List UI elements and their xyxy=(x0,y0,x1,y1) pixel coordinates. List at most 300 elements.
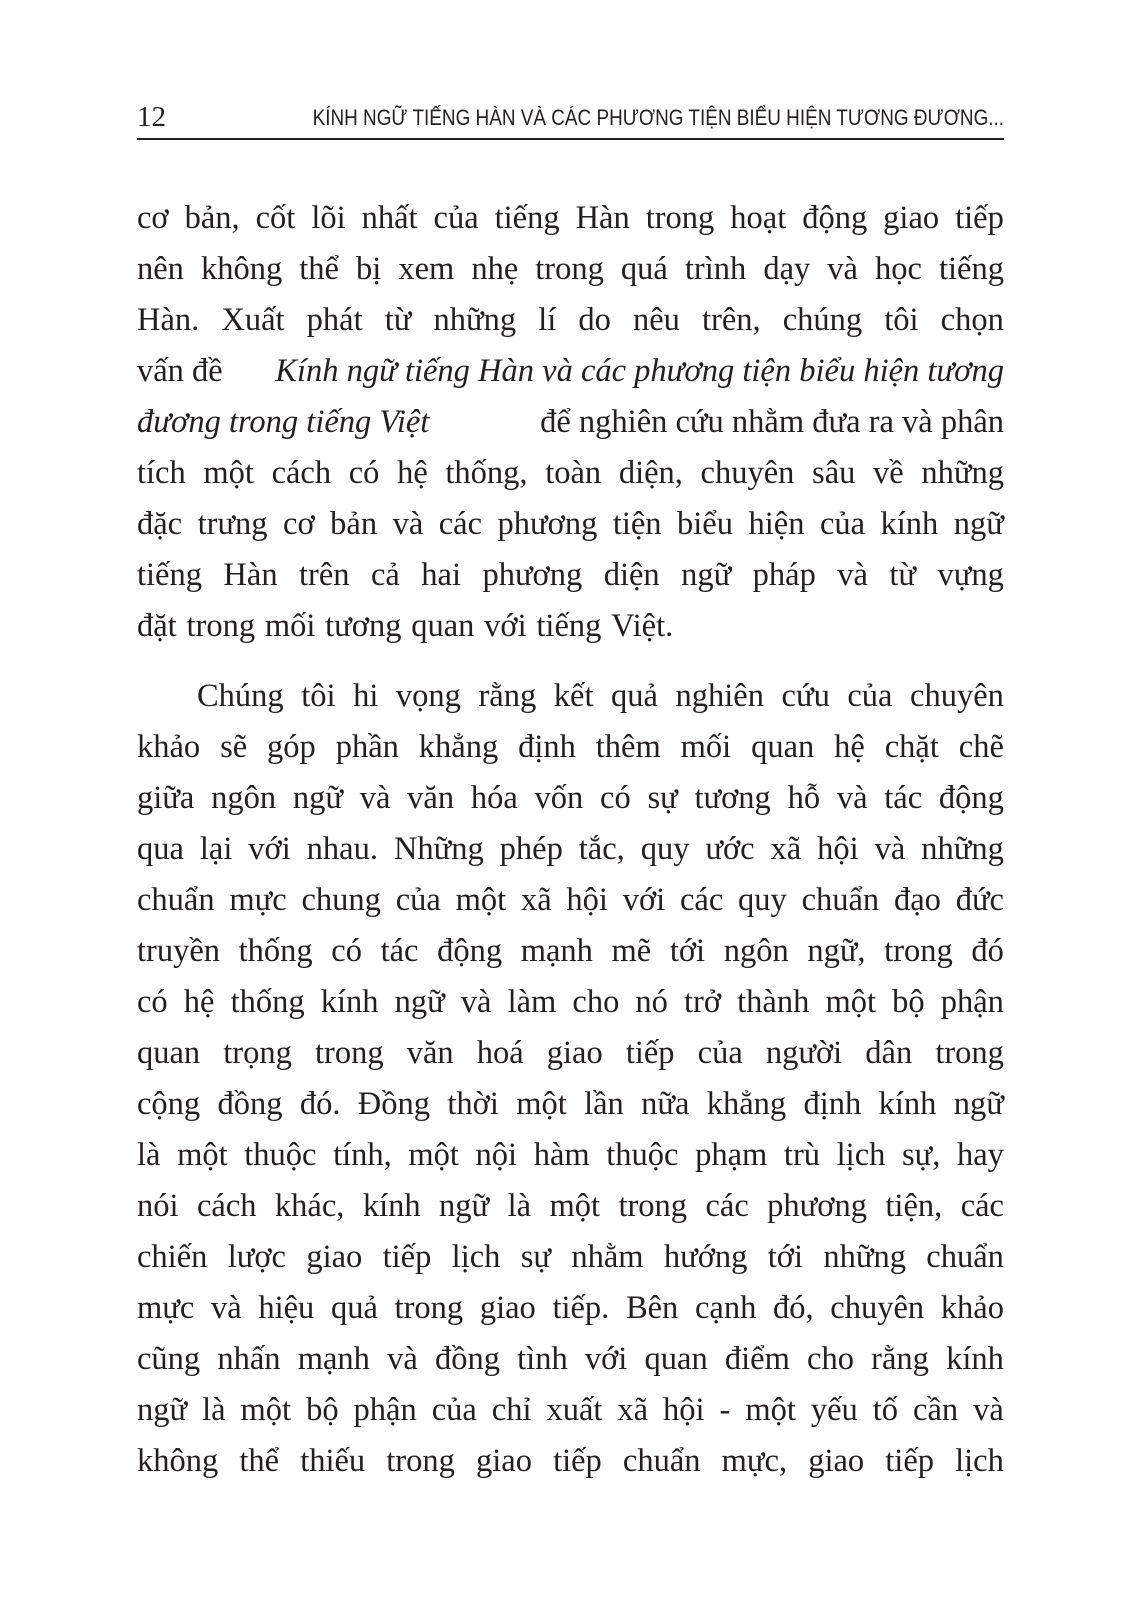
word: quy xyxy=(738,882,787,918)
word: và xyxy=(359,780,391,816)
word: mực, xyxy=(721,1443,788,1479)
word: khảo xyxy=(137,729,201,765)
word: tiếng xyxy=(137,557,202,593)
word: cần xyxy=(913,1392,959,1428)
word: từ xyxy=(384,302,412,338)
word: động xyxy=(437,933,503,969)
text-line xyxy=(137,875,1004,926)
word: tiếp xyxy=(553,1443,602,1479)
text-line xyxy=(137,926,1004,977)
word: một xyxy=(240,1392,292,1428)
word: Việt. xyxy=(611,608,674,644)
word: hệ xyxy=(834,729,865,765)
word: trong xyxy=(618,1188,688,1224)
word: nhất xyxy=(361,200,418,236)
running-title: KÍNH NGỮ TIẾNG HÀN VÀ CÁC PHƯƠNG TIỆN BIỂU HIỆN TƯƠNG ĐƯƠNG... xyxy=(312,105,1004,130)
word: vọng xyxy=(395,678,461,714)
word: mực xyxy=(137,1290,195,1326)
word: tương xyxy=(694,780,771,816)
word: các xyxy=(679,882,724,918)
word: giữa xyxy=(137,780,195,816)
word: trong xyxy=(386,1443,455,1479)
word: một xyxy=(825,984,877,1020)
word: tác xyxy=(884,780,923,816)
word: thể xyxy=(239,1443,280,1479)
word: Hàn. xyxy=(137,302,200,338)
word: cốt xyxy=(255,200,296,236)
word: tác xyxy=(380,933,419,969)
word: của xyxy=(847,678,893,714)
text-line xyxy=(137,722,1004,773)
word: tình xyxy=(517,1341,568,1377)
word: sự xyxy=(647,780,678,816)
word: hoạt xyxy=(730,200,787,236)
word: và xyxy=(460,984,492,1020)
word: tiếp xyxy=(382,1239,432,1275)
word: mối xyxy=(680,729,732,765)
word: thống xyxy=(238,933,313,969)
word: quan xyxy=(411,608,475,644)
word: hội xyxy=(817,831,859,867)
word: phận xyxy=(353,1392,417,1428)
word: khác, xyxy=(274,1188,345,1224)
word: trong xyxy=(186,608,256,644)
text-line xyxy=(137,671,1004,722)
text-run: vấn đề xyxy=(137,353,223,389)
word: giao xyxy=(479,1290,536,1326)
word: giao xyxy=(883,200,940,236)
word: bản, xyxy=(184,200,240,236)
word: cũng xyxy=(137,1341,201,1377)
word: trở xyxy=(684,984,722,1020)
word: cộng xyxy=(137,1086,201,1122)
word: các xyxy=(960,1188,1004,1224)
word: hàm xyxy=(533,1137,590,1173)
word: thiếu xyxy=(300,1443,366,1479)
paragraph-1 xyxy=(137,193,1004,652)
text-line xyxy=(137,346,1004,397)
word: ngữ xyxy=(681,557,732,593)
word: tiện xyxy=(612,506,662,542)
word: và xyxy=(837,557,868,593)
text-line xyxy=(137,448,1004,499)
word: khảo xyxy=(940,1290,1004,1326)
word: với xyxy=(584,1341,628,1377)
word: một xyxy=(203,455,254,491)
word: ngôn xyxy=(211,780,277,816)
word: tính, xyxy=(333,1137,392,1173)
word: một xyxy=(177,1137,228,1173)
text-line xyxy=(137,550,1004,601)
word: với xyxy=(248,831,291,867)
word: hội xyxy=(566,882,608,918)
word: hỗ xyxy=(787,780,821,816)
book-title-italic: Kính ngữ tiếng Hàn và các phương tiện biểu hiện tương xyxy=(275,353,1004,389)
word: qua xyxy=(137,831,184,867)
word: mối xyxy=(264,608,316,644)
page-header xyxy=(137,98,1004,140)
text-line xyxy=(137,1232,1004,1283)
word: trong xyxy=(394,1290,464,1326)
word: đạo xyxy=(893,882,941,918)
word: chẽ xyxy=(958,729,1004,765)
word: kính xyxy=(880,506,939,542)
word: chuẩn xyxy=(622,1443,701,1479)
word: kính xyxy=(320,984,379,1020)
word: lõi xyxy=(311,200,346,236)
word: mạnh xyxy=(520,933,593,969)
word: về xyxy=(873,455,904,491)
word: tắc, xyxy=(578,831,625,867)
word: tương xyxy=(325,608,402,644)
word: một xyxy=(745,1392,796,1428)
word: đồng xyxy=(434,1341,500,1377)
word: trình xyxy=(684,251,747,287)
word: hi xyxy=(353,678,379,714)
word: tiếng xyxy=(494,200,560,236)
text-line xyxy=(137,601,1004,652)
body-text xyxy=(137,193,1004,1487)
word: cạnh xyxy=(694,1290,757,1326)
word: hệ xyxy=(183,984,215,1020)
word: tích xyxy=(137,455,186,491)
word: quan xyxy=(137,1035,201,1071)
book-title-italic: đương trong tiếng Việt xyxy=(137,404,430,440)
word: nhẹ xyxy=(471,251,519,287)
word: chúng xyxy=(782,302,863,338)
word: văn xyxy=(406,1035,454,1071)
word: đó. xyxy=(299,1086,341,1122)
text-line xyxy=(137,1334,1004,1385)
word: sự, xyxy=(901,1137,941,1173)
word: Hàn xyxy=(223,557,278,593)
word: tôi xyxy=(884,302,919,338)
text-line xyxy=(137,1079,1004,1130)
word: với xyxy=(622,882,666,918)
word: lần xyxy=(584,1086,624,1122)
word: bộ xyxy=(306,1392,339,1428)
word: góp xyxy=(267,729,316,765)
word: bản xyxy=(330,506,378,542)
word: tiếp xyxy=(625,1035,675,1071)
word: cho xyxy=(572,984,620,1020)
word: diện xyxy=(603,557,660,593)
word: lí xyxy=(538,302,557,338)
word: nói xyxy=(137,1188,179,1224)
word: chuẩn xyxy=(137,882,215,918)
text-line xyxy=(137,977,1004,1028)
word: các xyxy=(438,506,483,542)
word: những xyxy=(921,455,1004,491)
word: quá xyxy=(620,251,668,287)
word: nó xyxy=(635,984,668,1020)
word: chuẩn xyxy=(926,1239,1004,1275)
word: hiện xyxy=(748,506,805,542)
word: người xyxy=(765,1035,843,1071)
word: sẽ xyxy=(220,729,248,765)
word: Bên xyxy=(625,1290,679,1326)
word: trên xyxy=(299,557,350,593)
word: học xyxy=(875,251,922,287)
word: tiện, xyxy=(885,1188,943,1224)
word: cơ xyxy=(283,506,315,542)
word: nhấn xyxy=(217,1341,281,1377)
word: là xyxy=(202,1392,226,1428)
word: sâu xyxy=(812,455,856,491)
word: mực xyxy=(229,882,287,918)
word: ngữ xyxy=(394,984,445,1020)
word: điểm xyxy=(724,1341,790,1377)
word: trọng xyxy=(223,1035,292,1071)
word: phần xyxy=(335,729,399,765)
word: tiếp. xyxy=(552,1290,610,1326)
word: ngữ, xyxy=(807,933,866,969)
text-line xyxy=(137,397,1004,448)
word: thời xyxy=(447,1086,499,1122)
word: chuyên xyxy=(830,1290,925,1326)
word: toàn xyxy=(545,455,602,491)
text-line xyxy=(137,1283,1004,1334)
word: dân xyxy=(865,1035,913,1071)
word: và xyxy=(874,831,906,867)
word: quả xyxy=(611,678,658,714)
word: tiếng xyxy=(536,608,602,644)
word: khẳng xyxy=(418,729,499,765)
word: hai xyxy=(421,557,461,593)
word: một xyxy=(455,882,507,918)
word: bị xyxy=(356,251,382,287)
word: - xyxy=(719,1392,731,1428)
word: rằng xyxy=(478,678,537,714)
word: truyền xyxy=(137,933,221,969)
word: yếu xyxy=(810,1392,858,1428)
word: mạnh xyxy=(297,1341,370,1377)
word: và xyxy=(827,251,858,287)
word: phạm xyxy=(695,1137,768,1173)
word: Chúng xyxy=(197,678,284,714)
word: một xyxy=(516,1086,567,1122)
word: của xyxy=(433,200,479,236)
word: cứu xyxy=(781,678,830,714)
word: hoá xyxy=(476,1035,524,1071)
word: kính xyxy=(362,1188,421,1224)
word: sự xyxy=(520,1239,551,1275)
word: ngôn xyxy=(723,933,789,969)
word: một xyxy=(408,1137,459,1173)
word: nêu xyxy=(632,302,680,338)
page-number: 12 xyxy=(137,101,166,133)
word: trong xyxy=(645,200,715,236)
word: Xuất xyxy=(221,302,285,338)
word: đức xyxy=(955,882,1004,918)
word: nhau. xyxy=(306,831,378,867)
word: trong xyxy=(884,933,953,969)
word: nữa xyxy=(641,1086,690,1122)
word: những xyxy=(433,302,517,338)
word: nên xyxy=(137,251,184,287)
word: không xyxy=(200,251,283,287)
word: tiếng xyxy=(938,251,1004,287)
word: ngữ xyxy=(953,1086,1004,1122)
word: xã xyxy=(520,882,552,918)
word: thể xyxy=(299,251,339,287)
word: và xyxy=(973,1392,1004,1428)
word: tố xyxy=(872,1392,899,1428)
word: chọn xyxy=(940,302,1004,338)
word: xã xyxy=(770,831,802,867)
text-line xyxy=(137,773,1004,824)
word: hướng xyxy=(663,1239,748,1275)
word: tới xyxy=(669,933,706,969)
word: có xyxy=(600,780,631,816)
word: lại xyxy=(199,831,233,867)
word: trong xyxy=(314,1035,384,1071)
word: có xyxy=(331,933,362,969)
word: ngữ xyxy=(439,1188,490,1224)
word: tới xyxy=(767,1239,804,1275)
word: định xyxy=(803,1086,862,1122)
word: của xyxy=(697,1035,743,1071)
text-line xyxy=(137,244,1004,295)
word: đặt xyxy=(137,608,177,644)
word: cả xyxy=(370,557,400,593)
word: những xyxy=(823,1239,906,1275)
word: thống, xyxy=(445,455,528,491)
word: biểu xyxy=(677,506,733,542)
word: rằng xyxy=(871,1341,929,1377)
word: kính xyxy=(878,1086,937,1122)
word: lịch xyxy=(451,1239,501,1275)
text-line xyxy=(137,499,1004,550)
word: không xyxy=(137,1443,219,1479)
word: thuộc xyxy=(244,1137,317,1173)
word: ngữ xyxy=(292,780,343,816)
word: của xyxy=(819,506,866,542)
word: trù xyxy=(783,1137,821,1173)
word: chặt xyxy=(884,729,939,765)
word: hệ xyxy=(397,455,428,491)
word: động xyxy=(938,780,1004,816)
word: chỉ xyxy=(491,1392,532,1428)
word: phép xyxy=(499,831,563,867)
word: chuyên xyxy=(700,455,795,491)
word: nội xyxy=(475,1137,518,1173)
word: bộ xyxy=(892,984,925,1020)
word: phận xyxy=(940,984,1004,1020)
word: vựng xyxy=(937,557,1004,593)
text-run: để nghiên cứu nhằm đưa ra và phân xyxy=(540,404,1004,440)
word: lịch xyxy=(955,1443,1004,1479)
word: trưng xyxy=(197,506,268,542)
word: chiến xyxy=(137,1239,208,1275)
word: trong xyxy=(535,251,604,287)
word: các xyxy=(705,1188,749,1224)
word: trên, xyxy=(701,302,761,338)
word: là xyxy=(137,1137,161,1173)
word: lược xyxy=(227,1239,286,1275)
word: từ xyxy=(889,557,917,593)
word: phát xyxy=(306,302,363,338)
word: là xyxy=(507,1188,532,1224)
word: của xyxy=(431,1392,477,1428)
word: dạy xyxy=(763,251,811,287)
text-line xyxy=(137,1181,1004,1232)
word: kết xyxy=(553,678,594,714)
text-line xyxy=(137,1385,1004,1436)
word: xuất xyxy=(546,1392,603,1428)
word: Đồng xyxy=(357,1086,431,1122)
text-line xyxy=(137,1130,1004,1181)
word: tiếp xyxy=(955,200,1004,236)
word: thuộc xyxy=(606,1137,679,1173)
word: quả xyxy=(330,1290,378,1326)
paragraph-2 xyxy=(137,671,1004,1487)
text-line xyxy=(137,824,1004,875)
word: một xyxy=(549,1188,601,1224)
word: với xyxy=(484,608,527,644)
word: động xyxy=(802,200,868,236)
word: mẽ xyxy=(611,933,652,969)
word: thêm xyxy=(595,729,661,765)
word: đó, xyxy=(772,1290,814,1326)
word: thành xyxy=(737,984,810,1020)
word: những xyxy=(921,831,1004,867)
word: có xyxy=(137,984,168,1020)
word: cách xyxy=(271,455,332,491)
word: Những xyxy=(393,831,484,867)
word: xem xyxy=(398,251,455,287)
word: phương xyxy=(497,506,598,542)
word: thống xyxy=(230,984,305,1020)
word: cơ xyxy=(137,200,169,236)
word: và xyxy=(836,780,868,816)
word: của xyxy=(395,882,441,918)
word: quan xyxy=(751,729,815,765)
word: chuyên xyxy=(910,678,1004,714)
word: cách xyxy=(196,1188,257,1224)
word: quan xyxy=(644,1341,708,1377)
word: quy xyxy=(640,831,690,867)
word: trong xyxy=(935,1035,1004,1071)
word: hóa xyxy=(470,780,518,816)
word: và xyxy=(392,506,424,542)
word: xã xyxy=(617,1392,649,1428)
word: đồng xyxy=(217,1086,283,1122)
word: nghiên xyxy=(675,678,764,714)
word: tôi xyxy=(301,678,336,714)
word: định xyxy=(518,729,576,765)
text-line xyxy=(137,1436,1004,1487)
word: khẳng xyxy=(706,1086,787,1122)
word: hiệu xyxy=(258,1290,315,1326)
word: ngữ xyxy=(953,506,1004,542)
text-line xyxy=(137,295,1004,346)
text-line xyxy=(137,193,1004,244)
word: giao xyxy=(306,1239,363,1275)
word: ngữ xyxy=(137,1392,188,1428)
word: lịch xyxy=(836,1137,886,1173)
word: pháp xyxy=(752,557,816,593)
word: có xyxy=(348,455,380,491)
word: giao xyxy=(546,1035,603,1071)
word: phương xyxy=(767,1188,867,1224)
word: tiếp xyxy=(885,1443,935,1479)
text-line xyxy=(137,1028,1004,1079)
word: hay xyxy=(956,1137,1004,1173)
word: và xyxy=(387,1341,418,1377)
word: hội xyxy=(663,1392,705,1428)
word: làm xyxy=(507,984,557,1020)
